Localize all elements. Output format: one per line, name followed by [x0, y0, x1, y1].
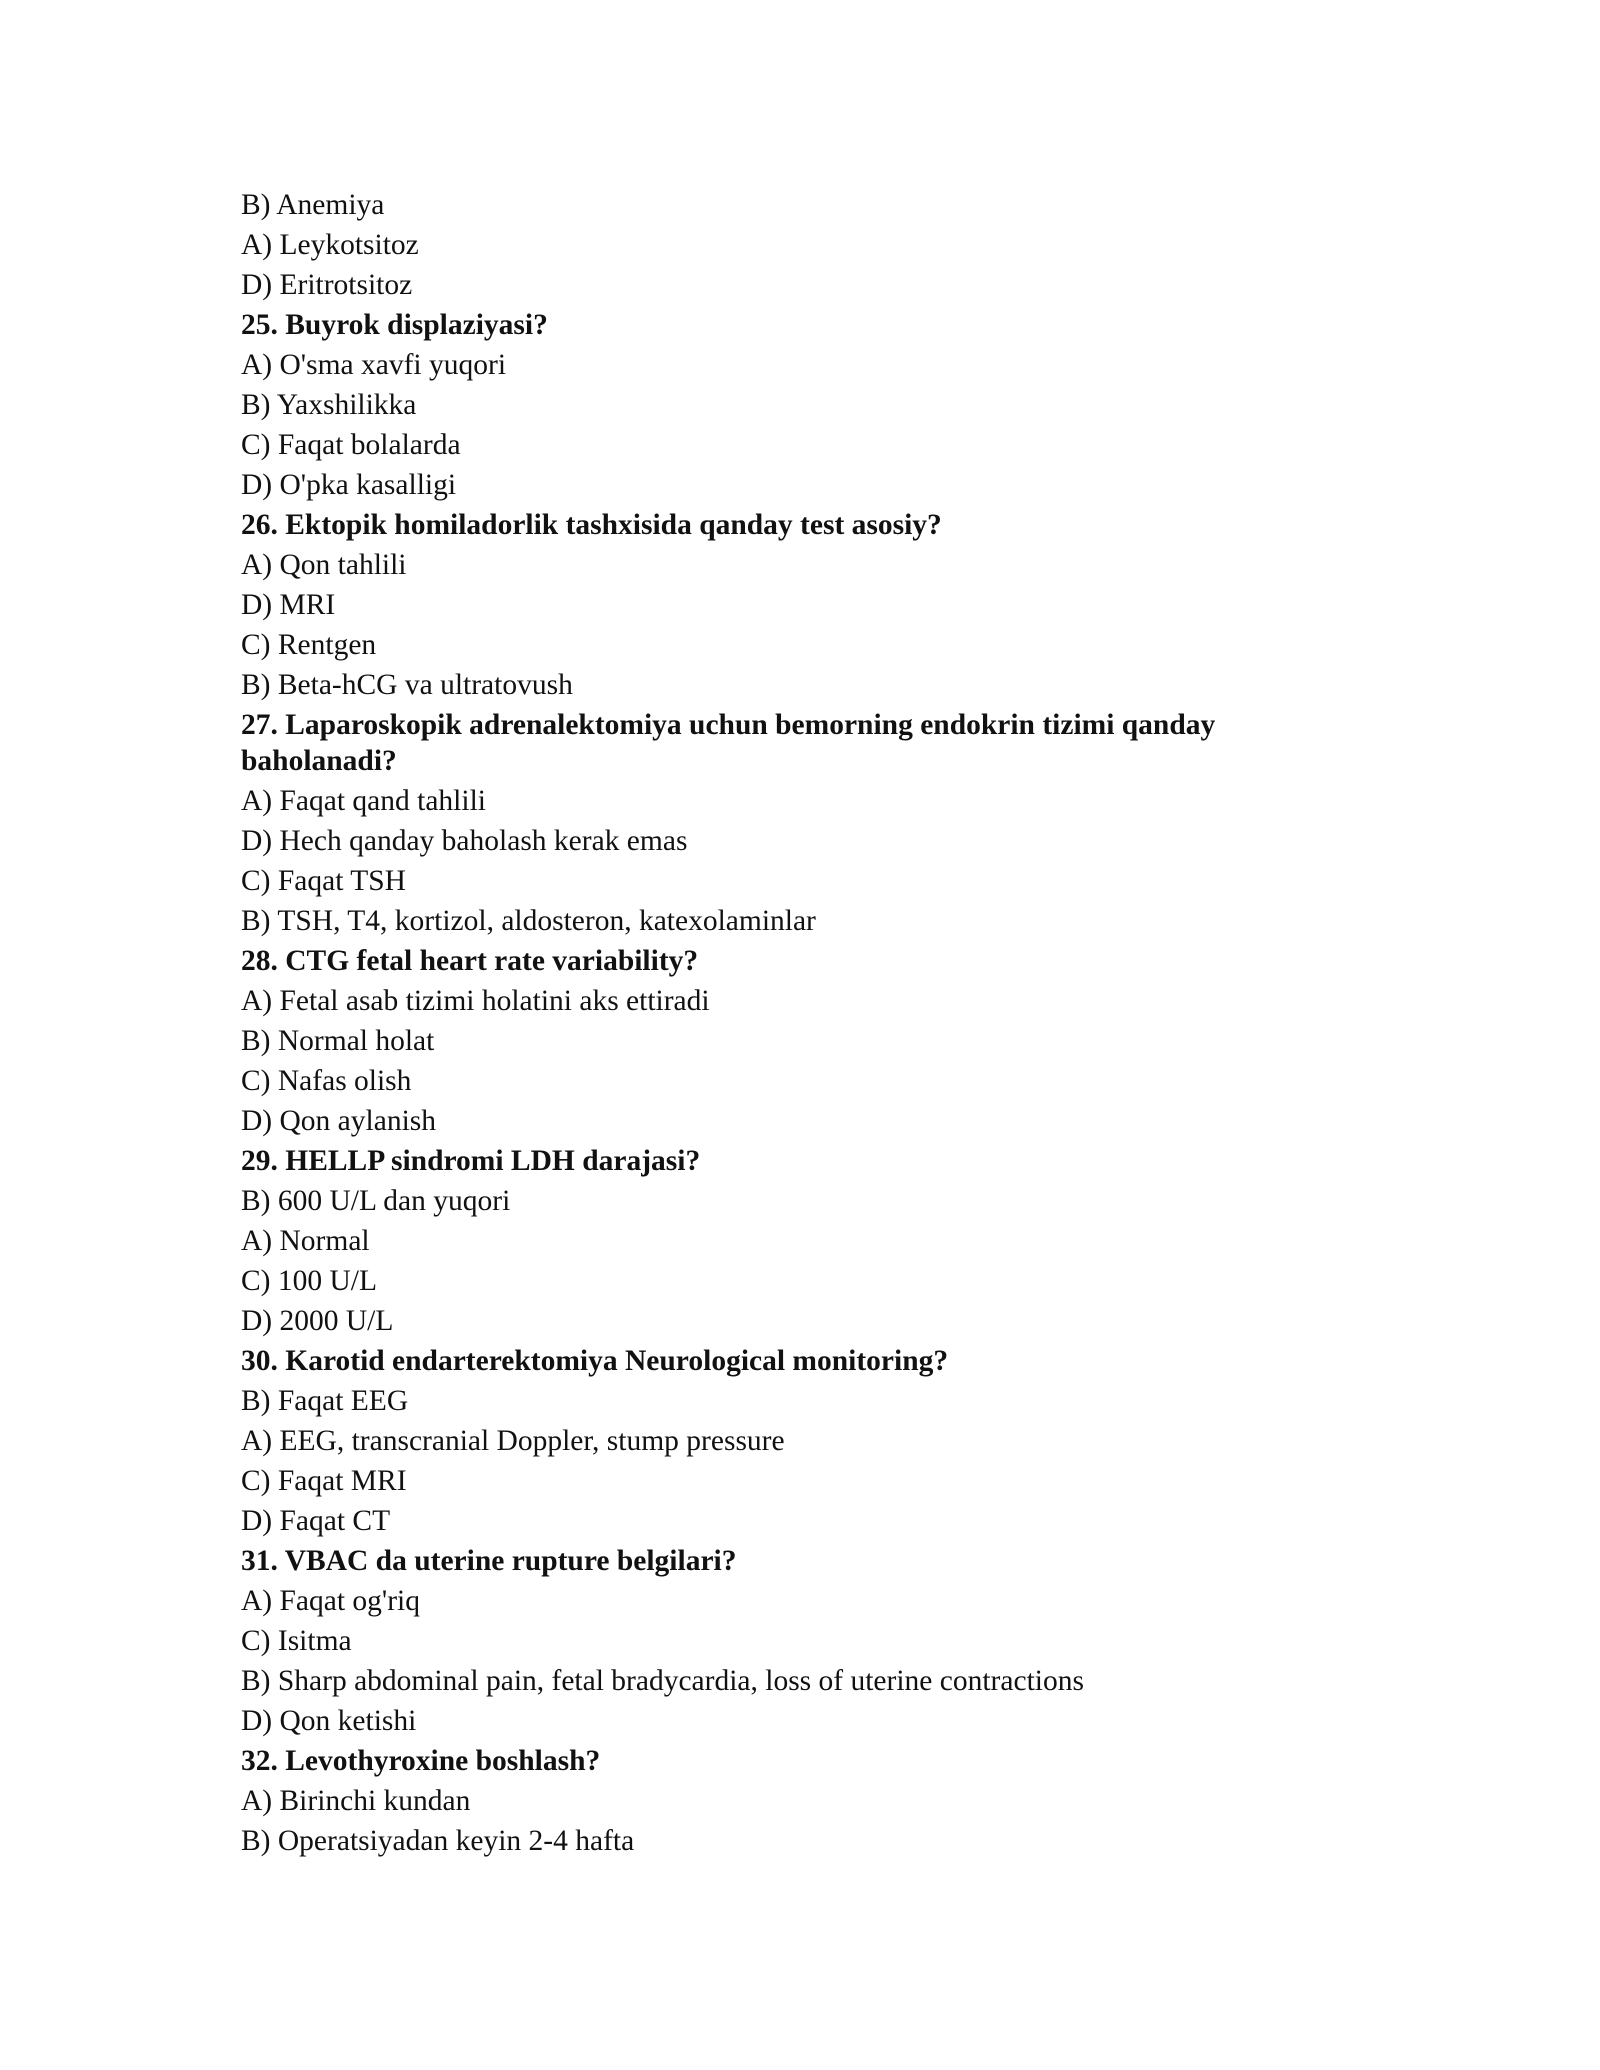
- answer-option: A) Faqat qand tahlili: [241, 785, 486, 817]
- answer-option: B) Sharp abdominal pain, fetal bradycardia, loss of uterine contractions: [241, 1665, 1084, 1697]
- question-heading: 30. Karotid endarterektomiya Neurological monitoring?: [241, 1345, 949, 1377]
- answer-option: B) Yaxshilikka: [241, 389, 417, 421]
- answer-option: D) Qon ketishi: [241, 1705, 417, 1737]
- answer-option: B) Operatsiyadan keyin 2-4 hafta: [241, 1825, 635, 1857]
- question-heading: 31. VBAC da uterine rupture belgilari?: [241, 1545, 737, 1577]
- question-heading: 32. Levothyroxine boshlash?: [241, 1745, 601, 1777]
- answer-option: C) Faqat TSH: [241, 865, 406, 897]
- question-heading: 27. Laparoskopik adrenalektomiya uchun bemorning endokrin tizimi qanday baholanadi?: [241, 709, 1216, 777]
- answer-option: C) Faqat bolalarda: [241, 429, 461, 461]
- answer-option: C) 100 U/L: [241, 1265, 378, 1297]
- answer-option: D) O'pka kasalligi: [241, 469, 457, 501]
- answer-option: B) Faqat EEG: [241, 1385, 409, 1417]
- answer-option: B) 600 U/L dan yuqori: [241, 1185, 511, 1217]
- document-page: [241, 185, 1361, 1861]
- answer-option: B) TSH, T4, kortizol, aldosteron, katexolaminlar: [241, 905, 816, 937]
- question-heading: 29. HELLP sindromi LDH darajasi?: [241, 1145, 701, 1177]
- answer-option: C) Nafas olish: [241, 1065, 412, 1097]
- answer-option: D) MRI: [241, 589, 336, 621]
- answer-option: A) Fetal asab tizimi holatini aks ettiradi: [241, 985, 710, 1017]
- question-heading: 25. Buyrok displaziyasi?: [241, 309, 548, 341]
- answer-option: C) Rentgen: [241, 629, 377, 661]
- answer-option: A) O'sma xavfi yuqori: [241, 349, 507, 381]
- answer-option: D) 2000 U/L: [241, 1305, 394, 1337]
- answer-option: D) Eritrotsitoz: [241, 269, 413, 301]
- answer-option: B) Anemiya: [241, 189, 385, 221]
- answer-option: D) Qon aylanish: [241, 1105, 436, 1137]
- answer-option: D) Faqat CT: [241, 1505, 391, 1537]
- answer-option: A) Normal: [241, 1225, 370, 1257]
- answer-option: C) Isitma: [241, 1625, 352, 1657]
- answer-option: A) Qon tahlili: [241, 549, 407, 581]
- answer-option: B) Beta-hCG va ultratovush: [241, 669, 573, 701]
- answer-option: C) Faqat MRI: [241, 1465, 407, 1497]
- answer-option: B) Normal holat: [241, 1025, 435, 1057]
- answer-option: D) Hech qanday baholash kerak emas: [241, 825, 688, 857]
- answer-option: A) Leykotsitoz: [241, 229, 419, 261]
- question-heading: 28. CTG fetal heart rate variability?: [241, 945, 699, 977]
- answer-option: A) Birinchi kundan: [241, 1785, 471, 1817]
- question-heading: 26. Ektopik homiladorlik tashxisida qanday test asosiy?: [241, 509, 942, 541]
- answer-option: A) Faqat og'riq: [241, 1585, 421, 1617]
- answer-option: A) EEG, transcranial Doppler, stump pressure: [241, 1425, 785, 1457]
